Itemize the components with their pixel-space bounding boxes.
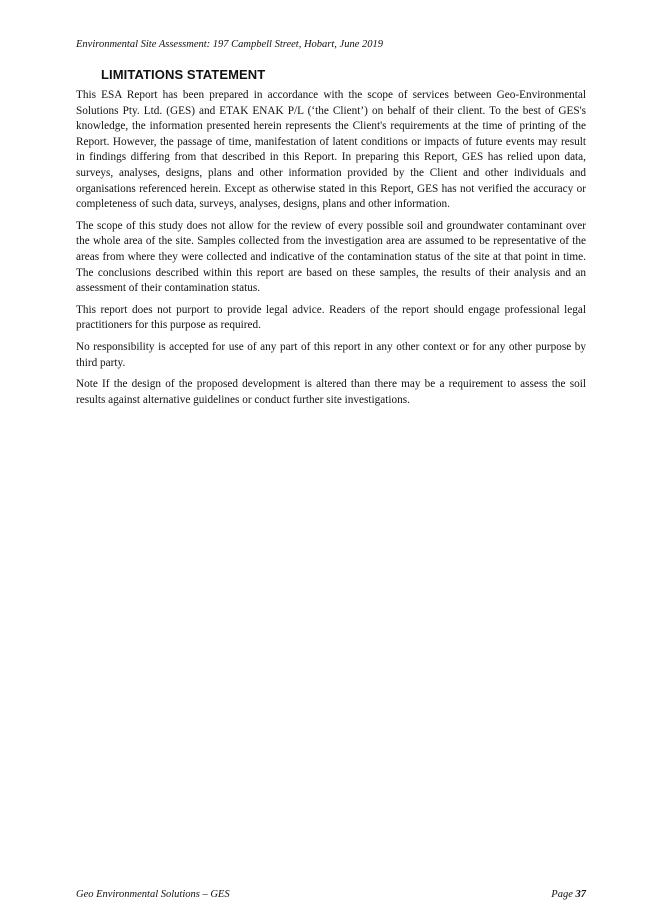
running-header: Environmental Site Assessment: 197 Campbell Street, Hobart, June 2019	[76, 39, 383, 50]
paragraph-responsibility: No responsibility is accepted for use of any part of this report in any other context or for any other purpose by third party.	[76, 340, 586, 369]
section-heading: LIMITATIONS STATEMENT	[101, 67, 266, 82]
section-body	[76, 88, 586, 414]
page-label: Page	[551, 889, 573, 900]
paragraph-design-note: Note If the design of the proposed development is altered than there may be a requirement to assess the soil results against alternative guidelines or conduct further site investigations.	[76, 378, 586, 406]
paragraph-legal-advice: This report does not purport to provide legal advice. Readers of the report should engage professional legal practitioners for this purpose as required.	[76, 303, 586, 332]
paragraph-study-scope: The scope of this study does not allow for the review of every possible soil and groundwater contaminant over the whole area of the site. Samples collected from the investigation area are assumed to be representative of the areas from where they were collected and indicative of the contamination status of the site at that point in time. The conclusions described within this report are based on these samples, the results of their analysis and an assessment of their contamination status.	[76, 219, 586, 295]
running-footer: Geo Environmental Solutions – GES	[76, 889, 230, 900]
page-number-label	[540, 888, 586, 902]
paragraph-scope-of-services: This ESA Report has been prepared in accordance with the scope of services between Geo-Environmental Solutions Pty. Ltd. (GES) and ETAK ENAK P/L (‘the Client’) on behalf of their client. To the best of GES's knowledge, the information presented herein represents the Client's requirements at the time of printing of the Report. However, the passage of time, manifestation of latent conditions or impacts of future events may result in findings differing from that described in this Report. In preparing this Report, GES has relied upon data, surveys, analyses, designs, plans and other information provided by the Client and other individuals and organisations referenced herein. Except as otherwise stated in this Report, GES has not verified the accuracy or completeness of such data, surveys, analyses, designs, plans and other information.	[76, 89, 586, 211]
page-number: 37	[575, 889, 586, 900]
